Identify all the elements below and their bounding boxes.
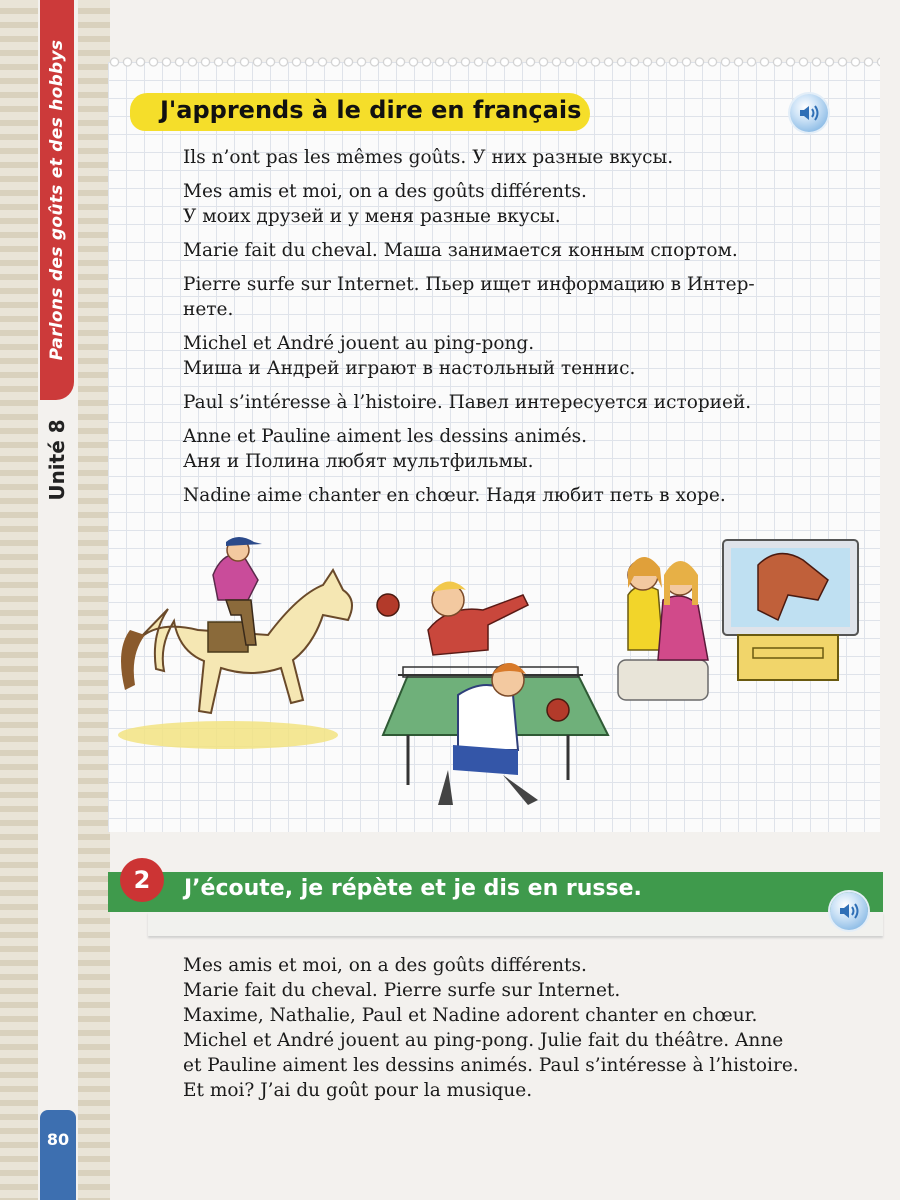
spiral-binding <box>108 54 880 70</box>
illustrations <box>108 530 880 830</box>
phrase-item: Pierre surfe sur Internet. Пьер ищет информацию в Интер- нете. <box>183 274 755 320</box>
section2-title: J’écoute, je répète et je dis en russe. <box>184 876 642 901</box>
phrase-item: Anne et Pauline aiment les dessins animés. Аня и Полина любят мультфильмы. <box>183 426 588 472</box>
phrase-item: Paul s’intéresse à l’histoire. Павел интересуется историей. <box>183 392 752 413</box>
text-line: et Pauline aiment les dessins animés. Paul s’intéresse à l’histoire. <box>183 1055 799 1076</box>
text-line: Et moi? J’ai du goût pour la musique. <box>183 1080 533 1101</box>
text-line: Michel et André jouent au ping-pong. Julie fait du théâtre. Anne <box>183 1030 784 1051</box>
speaker-icon[interactable] <box>830 892 868 930</box>
unit-label: Unité 8 <box>45 419 69 501</box>
section1-title: J'apprends à le dire en français <box>160 96 582 124</box>
phrase-item: Marie fait du cheval. Маша занимается конным спортом. <box>183 240 738 261</box>
horse-rider-illustration <box>118 537 352 749</box>
section2-header-shadow <box>148 912 883 936</box>
phrase-item: Nadine aime chanter en chœur. Надя любит петь в хоре. <box>183 485 726 506</box>
unit-title: Parlons des goûts et des hobbys <box>47 39 67 361</box>
text-line: Mes amis et moi, on a des goûts différents. <box>183 955 587 976</box>
speaker-icon[interactable] <box>790 94 828 132</box>
exercise-number: 2 <box>120 858 164 902</box>
phrase-item: Michel et André jouent au ping-pong. Миша и Андрей играют в настольный теннис. <box>183 333 636 379</box>
phrase-item: Mes amis et moi, on a des goûts différents. У моих друзей и у меня разные вкусы. <box>183 181 587 227</box>
page-number-tab <box>40 1110 76 1200</box>
exercise-text <box>183 953 883 1103</box>
page-number: 80 <box>46 1130 70 1149</box>
text-line: Maxime, Nathalie, Paul et Nadine adorent chanter en chœur. <box>183 1005 758 1026</box>
phrase-item: Ils n’ont pas les mêmes goûts. У них разные вкусы. <box>183 147 674 168</box>
ping-pong-illustration <box>377 581 608 805</box>
text-line: Marie fait du cheval. Pierre surfe sur Internet. <box>183 980 621 1001</box>
phrase-list <box>183 145 843 517</box>
tv-watching-illustration <box>618 540 858 700</box>
